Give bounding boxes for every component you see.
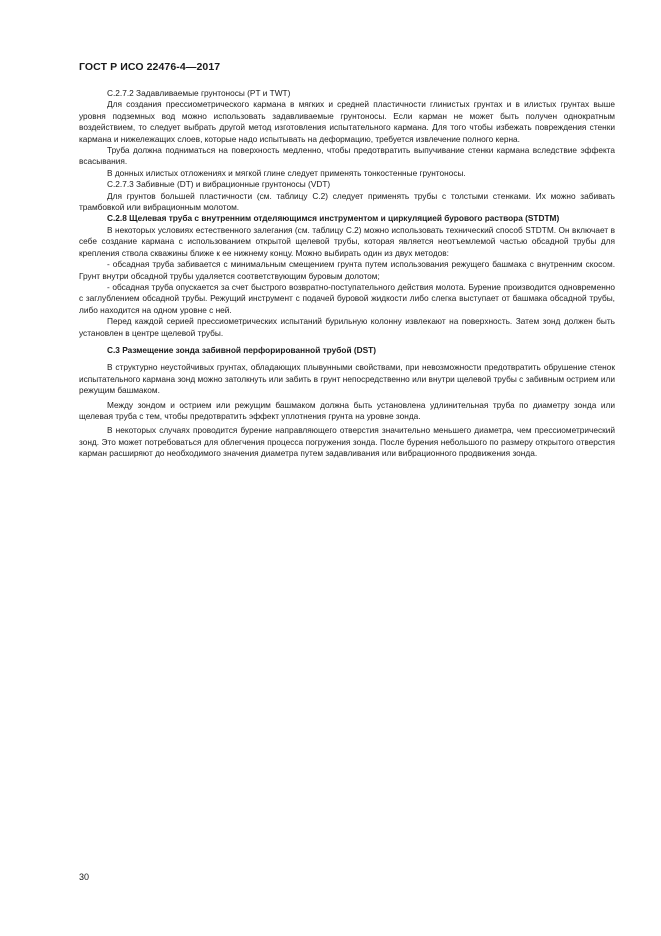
paragraph: Между зондом и острием или режущим башмаком должна быть установлена удлинительная труба по диаметру зонда или щелевая труба с тем, чтобы предотвратить эффект уплотнения грунта на уровне зонда. (79, 399, 615, 421)
page-number: 30 (79, 872, 90, 882)
section-heading: С.2.8 Щелевая труба с внутренним отделяющимся инструментом и циркуляцией бурового раствора (STDTM) (107, 213, 560, 224)
document-body (79, 88, 615, 460)
document-header: ГОСТ Р ИСО 22476-4—2017 (79, 61, 221, 73)
paragraph: В некоторых случаях проводится бурение направляющего отверстия значительно меньшего диаметра, чем прессиометрический зонд. Это может потребоваться для облегчения процесса погружения зонда. После бурения небольшого по размеру открытого отверстия карман расширяют до необходимого значения диаметра путем задавливания или вибрационного продвижения зонда. (79, 425, 615, 459)
section-heading: С.2.7.3 Забивные (DT) и вибрационные грунтоносы (VDT) (107, 179, 331, 190)
paragraph: В структурно неустойчивых грунтах, обладающих плывунными свойствами, при невозможности предотвратить обрушение стенок испытательного кармана зонд можно затолкнуть или забить в грунт непосредственно или внутри щелевой трубы с забивным острием или режущим башмаком. (79, 362, 615, 396)
section-heading: С.3 Размещение зонда забивной перфорированной трубой (DST) (107, 344, 376, 355)
paragraph: Для грунтов большей пластичности (см. таблицу С.2) следует применять трубы с толстыми стенками. Их можно забивать трамбовкой или вибрационным молотом. (79, 190, 615, 213)
paragraph: В донных илистых отложениях и мягкой глине следует применять тонкостенные грунтоносы. (107, 167, 466, 178)
paragraph: Перед каждой серией прессиометрических испытаний бурильную колонну извлекают на поверхность. Затем зонд должен быть установлен в центре щелевой трубы. (79, 316, 615, 338)
section-heading: С.2.7.2 Задавливаемые грунтоносы (PT и TWT) (107, 88, 291, 98)
list-item: - обсадная труба опускается за счет быстрого возвратно-поступательного действия молота. Бурение производится одновременно с заглублением обсадной трубы. Режущий инструмент с подачей буровой жидкости либо слегка выступает от башмака обсадной трубы, либо находится на одном уровне с ней. (79, 281, 615, 315)
paragraph: В некоторых условиях естественного залегания (см. таблицу С.2) можно использовать технический способ STDTM. Он включает в себе создание кармана с использованием открытой щелевой трубы, которая является неотъемлемой частью обсадной трубы для крепления ствола скважины ближе к ее нижнему концу. Можно выбирать один из двух методов: (79, 224, 615, 258)
list-item: - обсадная труба забивается с минимальным смещением грунта путем использования режущего башмака с внутренним скосом. Грунт внутри обсадной трубы удаляется соответствующим буровым долотом; (79, 259, 615, 281)
paragraph: Труба должна подниматься на поверхность медленно, чтобы предотвратить выпучивание стенки кармана вследствие эффекта всасывания. (79, 145, 615, 167)
paragraph: Для создания прессиометрического кармана в мягких и средней пластичности глинистых грунтах и в илистых грунтах выше уровня подземных вод можно использовать задавливаемые грунтоносы. Если карман не может быть получен однократным воздействием, то следует выбрать другой метод изготовления испытательного кармана. Для того чтобы избежать повреждения стенки кармана и нижележащих слоев, которые надо испытывать на деформацию, требуется извлечение полного керна. (79, 99, 615, 144)
